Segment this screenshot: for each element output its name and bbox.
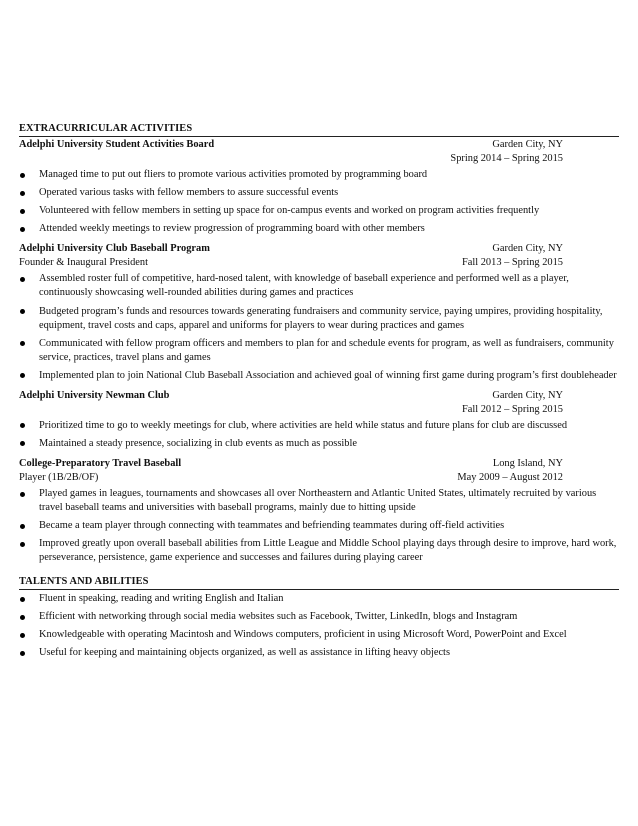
- bullet-icon: [20, 441, 25, 446]
- org-name: Adelphi University Student Activities Board: [19, 139, 215, 151]
- activity-entry: [19, 457, 619, 565]
- resume-page: [19, 122, 619, 665]
- list-item: [19, 487, 619, 515]
- bullet-text: Attended weekly meetings to review progression of programming board with other members: [39, 223, 425, 235]
- list-item: [19, 305, 619, 333]
- org-location: Garden City, NY: [492, 389, 563, 401]
- bullet-text: Fluent in speaking, reading and writing English and Italian: [39, 593, 284, 605]
- bullet-text: Managed time to put out fliers to promote various activities promoted by programming board: [39, 169, 428, 181]
- list-item: [19, 628, 619, 642]
- bullet-icon: [20, 277, 25, 282]
- role-title: Player (1B/2B/OF): [19, 471, 99, 483]
- bullet-list: [19, 487, 619, 565]
- date-range: May 2009 – August 2012: [457, 471, 563, 483]
- list-item: [19, 592, 619, 606]
- org-location: Garden City, NY: [492, 243, 563, 255]
- bullet-list: [19, 272, 619, 382]
- bullet-text: Operated various tasks with fellow members to assure successful events: [39, 187, 339, 199]
- bullet-text: Improved greatly upon overall baseball abilities from Little League and Middle School playing days through desire to improve, hard work, perseverance, persistence, game experience and successes and failures during playing career: [39, 538, 617, 564]
- bullet-text: Assembled roster full of competitive, hard-nosed talent, with knowledge of baseball experience and performed well as a player, continuously showcasing well-rounded abilities during games and practices: [39, 273, 569, 299]
- talents-section: [19, 575, 619, 660]
- org-name: Adelphi University Club Baseball Program: [19, 243, 210, 255]
- bullet-icon: [20, 309, 25, 314]
- section-heading-talents: TALENTS AND ABILITIES: [19, 575, 619, 590]
- date-range: Fall 2012 – Spring 2015: [461, 403, 563, 415]
- bullet-text: Prioritized time to go to weekly meetings for club, where activities are held while status and future plans for club are discussed: [39, 419, 568, 431]
- bullet-text: Budgeted program’s funds and resources towards generating fundraisers and community service, paying umpires, providing hospitality, equipment, travel costs and caps, apparel and uniforms for players to wear during practices and games: [39, 305, 603, 331]
- org-location: Long Island, NY: [492, 457, 563, 469]
- bullet-icon: [20, 341, 25, 346]
- bullet-icon: [20, 633, 25, 638]
- activity-entry: [19, 242, 619, 382]
- bullet-icon: [20, 173, 25, 178]
- bullet-text: Played games in leagues, tournaments and showcases all over Northeastern and Atlantic United States, ultimately recruited by various travel baseball teams and universities with baseball programs, mainly due to hitting upside: [39, 488, 597, 514]
- activity-entry: [19, 138, 619, 236]
- date-range: Fall 2013 – Spring 2015: [461, 257, 563, 269]
- list-item: [19, 272, 619, 300]
- bullet-icon: [20, 373, 25, 378]
- org-name: College-Preparatory Travel Baseball: [19, 457, 182, 469]
- list-item: [19, 519, 619, 533]
- list-item: [19, 610, 619, 624]
- list-item: [19, 419, 619, 433]
- list-item: [19, 204, 619, 218]
- list-item: [19, 537, 619, 565]
- list-item: [19, 222, 619, 236]
- bullet-list: [19, 168, 619, 236]
- bullet-text: Became a team player through connecting with teammates and befriending teammates during off-field activities: [39, 520, 505, 532]
- bullet-icon: [20, 597, 25, 602]
- list-item: [19, 646, 619, 660]
- list-item: [19, 369, 619, 383]
- section-heading-extracurricular: EXTRACURRICULAR ACTIVITIES: [19, 122, 619, 137]
- list-item: [19, 168, 619, 182]
- activity-entry: [19, 389, 619, 451]
- list-item: [19, 437, 619, 451]
- bullet-text: Communicated with fellow program officers and members to plan for and schedule events for program, as well as fundraisers, community service, practices, travel plans and games: [39, 337, 614, 363]
- bullet-list: [19, 592, 619, 660]
- bullet-list: [19, 419, 619, 451]
- list-item: [19, 186, 619, 200]
- bullet-icon: [20, 542, 25, 547]
- bullet-text: Knowledgeable with operating Macintosh and Windows computers, proficient in using Microsoft Word, PowerPoint and Excel: [39, 629, 567, 641]
- list-item: [19, 337, 619, 365]
- bullet-icon: [20, 524, 25, 529]
- role-title: Founder & Inaugural President: [19, 257, 148, 269]
- bullet-text: Maintained a steady presence, socializing in club events as much as possible: [39, 437, 357, 449]
- bullet-text: Volunteered with fellow members in setting up space for on-campus events and worked on program activities frequently: [39, 205, 540, 217]
- bullet-icon: [20, 191, 25, 196]
- date-range: Spring 2014 – Spring 2015: [450, 153, 563, 165]
- bullet-icon: [20, 651, 25, 656]
- bullet-icon: [20, 227, 25, 232]
- bullet-icon: [20, 423, 25, 428]
- bullet-text: Efficient with networking through social media websites such as Facebook, Twitter, LinkedIn, blogs and Instagram: [39, 611, 518, 623]
- org-location: Garden City, NY: [492, 139, 563, 151]
- bullet-icon: [20, 209, 25, 214]
- bullet-text: Implemented plan to join National Club Baseball Association and achieved goal of winning first game during program’s first doubleheader: [39, 369, 617, 381]
- bullet-icon: [20, 615, 25, 620]
- bullet-icon: [20, 492, 25, 497]
- bullet-text: Useful for keeping and maintaining objects organized, as well as assistance in lifting heavy objects: [39, 647, 450, 659]
- org-name: Adelphi University Newman Club: [19, 389, 170, 401]
